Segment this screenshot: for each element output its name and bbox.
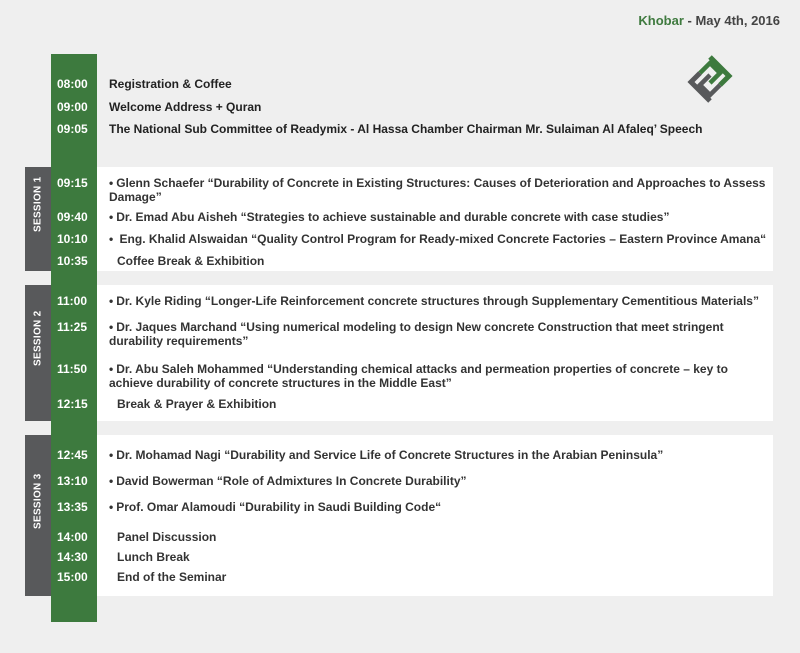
agenda-time: 13:10 <box>57 474 88 488</box>
bullet: • <box>109 474 114 488</box>
agenda-text <box>109 210 775 224</box>
agenda-text <box>109 362 775 390</box>
talk-title: Dr. Jaques Marchand “Using numerical modeling to design New concrete Construction that meet stringent durability requirements” <box>109 320 724 348</box>
agenda-time: 13:35 <box>57 500 88 514</box>
agenda-text <box>109 232 775 246</box>
agenda-time: 09:05 <box>57 122 88 136</box>
agenda-time: 11:25 <box>57 320 88 334</box>
talk-title: Dr. Mohamad Nagi “Durability and Service Life of Concrete Structures in the Arabian Peninsula” <box>116 448 664 462</box>
talk-title: David Bowerman “Role of Admixtures In Concrete Durability” <box>116 474 467 488</box>
talk-title: Prof. Omar Alamoudi “Durability in Saudi Building Code“ <box>116 500 442 514</box>
agenda-text: Lunch Break <box>117 550 190 564</box>
talk-title: Dr. Kyle Riding “Longer-Life Reinforcement concrete structures through Supplementary Cementitious Materials” <box>116 294 759 308</box>
agenda-text <box>109 176 775 204</box>
agenda-text: Panel Discussion <box>117 530 217 544</box>
agenda-text: Registration & Coffee <box>109 77 232 91</box>
talk-title: Dr. Abu Saleh Mohammed “Understanding chemical attacks and permeation properties of concrete – key to achieve durability of concrete structures in the Middle East” <box>109 362 728 390</box>
session-2-tab <box>25 285 51 421</box>
date-separator: - <box>683 13 696 28</box>
session-1-label: SESSION 1 <box>32 176 44 232</box>
event-date: May 4th, 2016 <box>695 13 780 28</box>
agenda-text: The National Sub Committee of Readymix - Al Hassa Chamber Chairman Mr. Sulaiman Al Afaleq’ Speech <box>109 122 703 136</box>
session-2-label: SESSION 2 <box>32 310 44 366</box>
bullet: • <box>109 448 114 462</box>
agenda-text: Break & Prayer & Exhibition <box>117 397 277 411</box>
agenda-time: 11:00 <box>57 294 88 308</box>
agenda-time: 12:45 <box>57 448 88 462</box>
session-3-tab <box>25 435 51 596</box>
session-1-tab <box>25 167 51 271</box>
bullet: • <box>109 210 114 224</box>
agenda-time: 15:00 <box>57 570 88 584</box>
agenda-time: 14:00 <box>57 530 88 544</box>
agenda-text: Coffee Break & Exhibition <box>117 254 265 268</box>
bullet: • <box>109 294 114 308</box>
session-3-label: SESSION 3 <box>32 473 44 529</box>
agenda-time: 09:15 <box>57 176 88 190</box>
agenda-time: 09:00 <box>57 100 88 114</box>
agenda-time: 14:30 <box>57 550 88 564</box>
agenda-text: Welcome Address + Quran <box>109 100 262 114</box>
bullet: • <box>109 176 114 190</box>
agenda-text <box>109 448 775 462</box>
agenda-time: 09:40 <box>57 210 88 224</box>
bullet: • <box>109 232 114 246</box>
talk-title: Eng. Khalid Alswaidan “Quality Control Program for Ready-mixed Concrete Factories – Eastern Province Amana“ <box>116 232 767 246</box>
agenda-time: 12:15 <box>57 397 88 411</box>
agenda-text <box>109 320 775 348</box>
agenda-time: 08:00 <box>57 77 88 91</box>
agenda-time: 10:10 <box>57 232 88 246</box>
agenda-text: End of the Seminar <box>117 570 227 584</box>
agenda-text <box>109 294 775 308</box>
event-location-date <box>638 13 780 28</box>
talk-title: Glenn Schaefer “Durability of Concrete in Existing Structures: Causes of Deterioration and Approaches to Assess Damage” <box>109 176 766 204</box>
bullet: • <box>109 320 114 334</box>
bullet: • <box>109 362 114 376</box>
bullet: • <box>109 500 114 514</box>
talk-title: Dr. Emad Abu Aisheh “Strategies to achieve sustainable and durable concrete with case studies” <box>116 210 670 224</box>
agenda-text <box>109 474 775 488</box>
agenda-text <box>109 500 775 514</box>
event-location: Khobar <box>638 13 684 28</box>
agenda-time: 11:50 <box>57 362 88 376</box>
agenda-time: 10:35 <box>57 254 88 268</box>
